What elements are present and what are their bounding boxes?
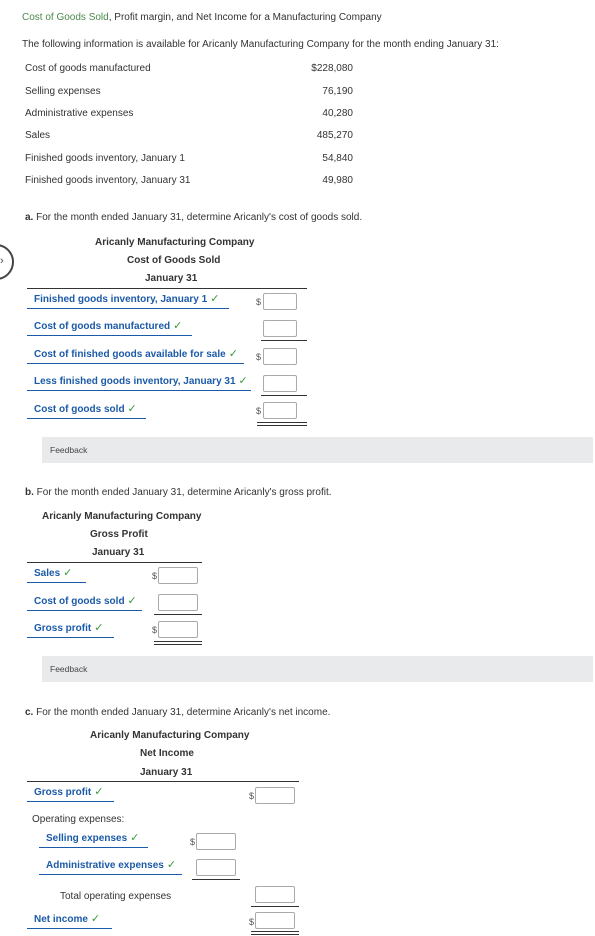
title-rest: , Profit margin, and Net Income for a Manufacturing Company <box>108 12 382 23</box>
select-label: Net income <box>34 914 88 925</box>
previous-arrow-button[interactable] <box>0 244 14 280</box>
double-rule <box>257 425 307 426</box>
dollar-sign: $ <box>256 406 262 416</box>
info-label: Selling expenses <box>25 86 101 97</box>
dollar-sign: $ <box>256 352 262 362</box>
select-b-row1[interactable] <box>27 566 86 583</box>
check-icon: ✓ <box>63 567 73 579</box>
operating-expenses-label: Operating expenses: <box>32 814 125 825</box>
title-link[interactable]: Cost of Goods Sold <box>22 12 109 23</box>
part-a-company: Aricanly Manufacturing Company <box>95 237 255 248</box>
double-rule <box>251 934 299 935</box>
amount-input-b2[interactable] <box>158 594 198 611</box>
info-value: 76,190 <box>322 86 353 97</box>
part-b-date: January 31 <box>92 547 145 558</box>
part-b-letter: b. <box>25 487 34 498</box>
select-label: Finished goods inventory, January 1 <box>34 294 208 305</box>
double-rule <box>251 931 299 932</box>
select-label: Gross profit <box>34 623 92 634</box>
select-c-admin[interactable] <box>39 858 182 875</box>
select-label: Cost of finished goods available for sale <box>34 349 226 360</box>
amount-input-c3[interactable] <box>196 859 236 876</box>
info-value: 49,980 <box>322 175 353 186</box>
feedback-label: Feedback <box>50 664 88 674</box>
amount-input-a4[interactable] <box>263 375 297 392</box>
amount-input-b3[interactable] <box>158 621 198 638</box>
part-c-prompt <box>25 707 330 718</box>
double-rule <box>154 644 202 645</box>
info-label: Administrative expenses <box>25 108 134 119</box>
info-value: 485,270 <box>316 130 353 141</box>
amount-input-a2[interactable] <box>263 320 297 337</box>
select-c-gross-profit[interactable] <box>27 785 114 802</box>
select-label: Gross profit <box>34 787 92 798</box>
part-a-statement: Cost of Goods Sold <box>127 255 221 266</box>
page-title <box>22 12 382 23</box>
part-a-prompt-text: For the month ended January 31, determine Aricanly's cost of goods sold. <box>33 212 363 223</box>
feedback-a[interactable] <box>42 437 593 463</box>
dollar-sign: $ <box>152 625 158 635</box>
dollar-sign: $ <box>190 837 196 847</box>
select-label: Less finished goods inventory, January 31 <box>34 376 236 387</box>
info-label: Finished goods inventory, January 31 <box>25 175 191 186</box>
chevron-right-icon: › <box>0 255 4 267</box>
select-a-row4[interactable] <box>27 374 251 391</box>
check-icon: ✓ <box>127 403 137 415</box>
part-c-company: Aricanly Manufacturing Company <box>90 730 250 741</box>
sum-rule <box>154 614 202 615</box>
part-b-company: Aricanly Manufacturing Company <box>42 511 202 522</box>
select-label: Cost of goods sold <box>34 404 125 415</box>
part-b-prompt <box>25 487 332 498</box>
amount-input-c1[interactable] <box>255 787 295 804</box>
dollar-sign: $ <box>152 571 158 581</box>
header-rule <box>27 288 307 289</box>
part-a-date: January 31 <box>145 273 198 284</box>
info-label: Sales <box>25 130 51 141</box>
select-a-row2[interactable] <box>27 319 192 336</box>
select-a-row3[interactable] <box>27 347 244 364</box>
part-b-statement: Gross Profit <box>90 529 148 540</box>
select-b-row3[interactable] <box>27 621 114 638</box>
info-label: Cost of goods manufactured <box>25 63 151 74</box>
check-icon: ✓ <box>210 293 220 305</box>
amount-input-c4[interactable] <box>255 886 295 903</box>
double-rule <box>257 422 307 423</box>
dollar-sign: $ <box>249 791 255 801</box>
amount-input-a5[interactable] <box>263 402 297 419</box>
amount-input-a1[interactable] <box>263 293 297 310</box>
intro-text: The following information is available for Aricanly Manufacturing Company for the month ending January 31: <box>22 39 499 50</box>
info-value: 54,840 <box>322 153 353 164</box>
select-a-row5[interactable] <box>27 402 146 419</box>
part-b-prompt-text: For the month ended January 31, determine Aricanly's gross profit. <box>33 487 332 498</box>
select-label: Cost of goods sold <box>34 596 125 607</box>
sum-rule <box>251 906 299 907</box>
part-a-letter: a. <box>25 212 34 223</box>
check-icon: ✓ <box>228 348 238 360</box>
select-b-row2[interactable] <box>27 594 142 611</box>
check-icon: ✓ <box>173 320 183 332</box>
feedback-label: Feedback <box>50 445 88 455</box>
part-c-letter: c. <box>25 707 34 718</box>
select-a-row1[interactable] <box>27 292 229 309</box>
total-opex-label: Total operating expenses <box>60 891 172 902</box>
check-icon: ✓ <box>90 913 101 925</box>
sum-rule <box>261 340 307 341</box>
select-c-selling[interactable] <box>39 831 148 848</box>
part-a-prompt <box>25 212 362 223</box>
check-icon: ✓ <box>94 622 104 634</box>
select-label: Cost of goods manufactured <box>34 321 171 332</box>
header-rule <box>27 781 299 782</box>
dollar-sign: $ <box>256 297 262 307</box>
select-c-net-income[interactable] <box>27 912 112 929</box>
amount-input-c2[interactable] <box>196 833 236 850</box>
info-value: 40,280 <box>322 108 353 119</box>
amount-input-b1[interactable] <box>158 567 198 584</box>
check-icon: ✓ <box>94 786 104 798</box>
double-rule <box>154 641 202 642</box>
check-icon: ✓ <box>127 595 137 607</box>
check-icon: ✓ <box>130 832 140 844</box>
info-label: Finished goods inventory, January 1 <box>25 153 185 164</box>
select-label: Selling expenses <box>46 833 128 844</box>
amount-input-a3[interactable] <box>263 348 297 365</box>
select-label: Sales <box>34 568 61 579</box>
feedback-b[interactable] <box>42 656 593 682</box>
sum-rule <box>192 879 240 880</box>
check-icon: ✓ <box>238 375 248 387</box>
part-c-statement: Net Income <box>140 748 194 759</box>
part-c-prompt-text: For the month ended January 31, determine Aricanly's net income. <box>33 707 331 718</box>
part-c-date: January 31 <box>140 767 193 778</box>
info-value: $228,080 <box>311 63 353 74</box>
select-label: Administrative expenses <box>46 860 164 871</box>
sum-rule <box>261 395 307 396</box>
dollar-sign: $ <box>249 917 255 927</box>
amount-input-c5[interactable] <box>255 912 295 929</box>
header-rule <box>27 562 202 563</box>
check-icon: ✓ <box>166 859 177 871</box>
